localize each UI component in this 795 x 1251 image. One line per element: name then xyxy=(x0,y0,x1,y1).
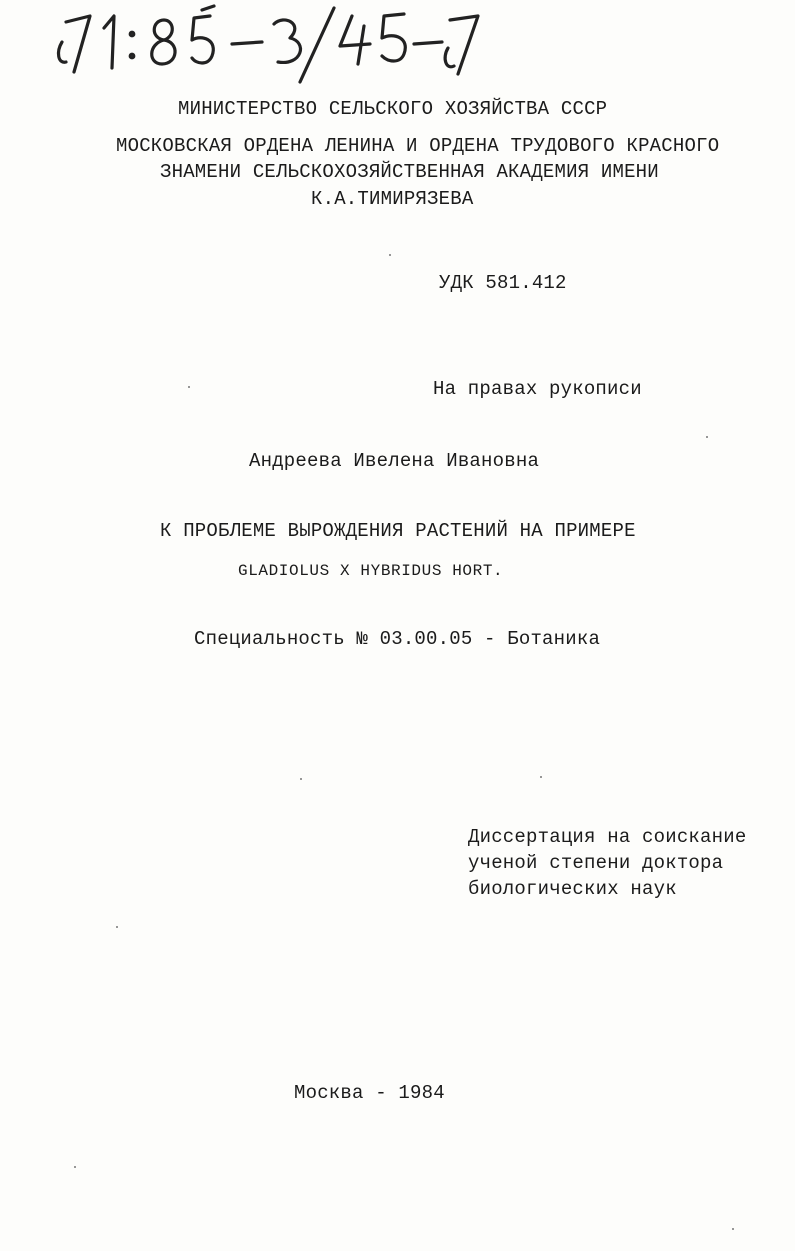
dissertation-line-3: биологических наук xyxy=(468,878,677,900)
scan-speck xyxy=(116,926,118,928)
academy-line-1: МОСКОВСКАЯ ОРДЕНА ЛЕНИНА И ОРДЕНА ТРУДОВОГО КРАСНОГО xyxy=(116,135,720,157)
author-name: Андреева Ивелена Ивановна xyxy=(249,450,540,472)
dissertation-line-2: ученой степени доктора xyxy=(468,852,724,874)
ministry-heading: МИНИСТЕРСТВО СЕЛЬСКОГО ХОЗЯЙСТВА СССР xyxy=(178,98,608,120)
dissertation-line-1: Диссертация на соискание xyxy=(468,826,747,848)
thesis-title-latin: GLADIOLUS X HYBRIDUS HORT. xyxy=(238,562,504,580)
handwritten-number-drawing xyxy=(52,2,482,84)
scan-speck xyxy=(732,1228,734,1230)
academy-line-3: К.А.ТИМИРЯЗЕВА xyxy=(311,188,474,210)
city-year: Москва - 1984 xyxy=(294,1082,445,1104)
academy-line-2: ЗНАМЕНИ СЕЛЬСКОХОЗЯЙСТВЕННАЯ АКАДЕМИЯ ИМЕНИ xyxy=(160,161,659,183)
scan-speck xyxy=(188,386,190,388)
udk-code: УДК 581.412 xyxy=(439,272,567,294)
scan-speck xyxy=(300,778,302,780)
manuscript-rights: На правах рукописи xyxy=(433,378,642,400)
thesis-title: К ПРОБЛЕМЕ ВЫРОЖДЕНИЯ РАСТЕНИЙ НА ПРИМЕРЕ xyxy=(160,520,636,542)
handwritten-archive-number xyxy=(52,2,482,84)
scan-speck xyxy=(706,436,708,438)
scan-speck xyxy=(389,254,391,256)
scan-speck xyxy=(74,1166,76,1168)
scan-speck xyxy=(540,776,542,778)
specialty-line: Специальность № 03.00.05 - Ботаника xyxy=(194,628,601,650)
